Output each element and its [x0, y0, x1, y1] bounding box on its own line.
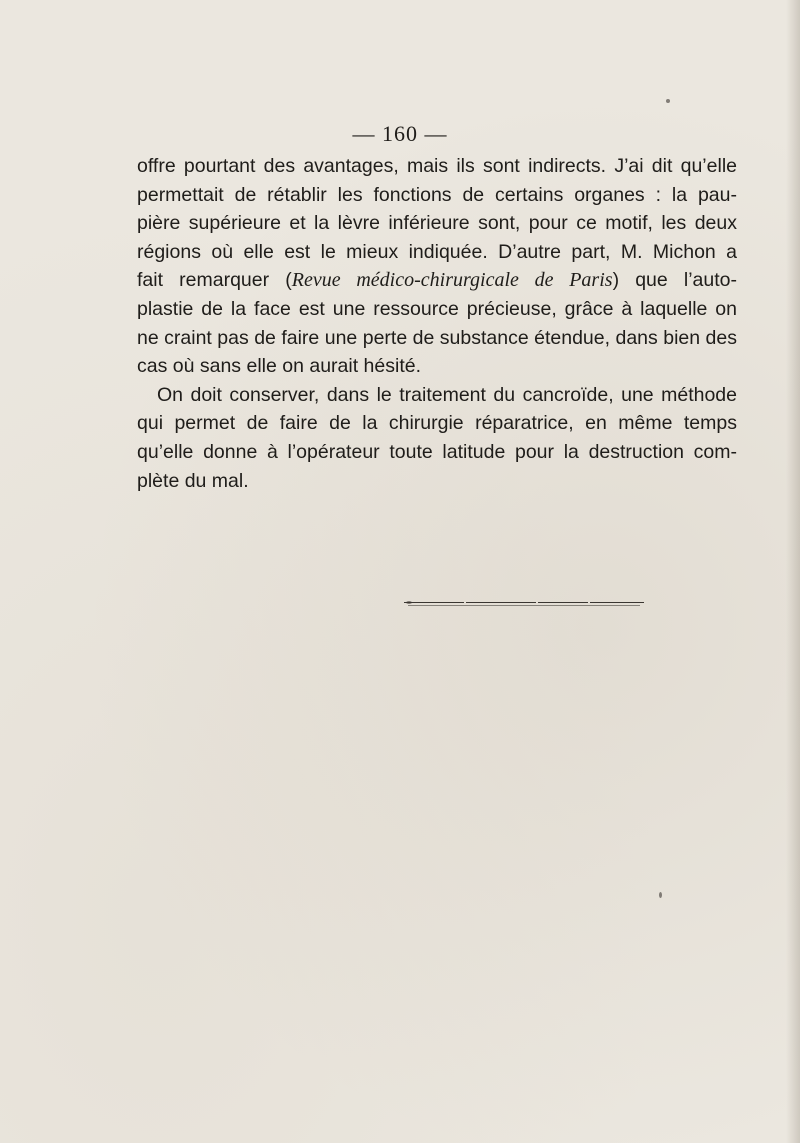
text-line-3: pière supérieure et la lèvre inférieure sont, pour ce motif, les deux — [137, 212, 737, 235]
text-line-5-after: ) que l’auto- — [612, 269, 737, 292]
text-line-4: régions où elle est le mieux indiquée. D’autre part, M. Michon a — [137, 240, 737, 263]
text-line-12: plète du mal. — [137, 469, 249, 492]
text-line-6: plastie de la face est une ressource précieuse, grâce à laquelle on — [137, 297, 737, 320]
text-line-5 — [137, 266, 737, 295]
text-line-1: offre pourtant des avantages, mais ils sont indirects. J’ai dit qu’elle — [137, 155, 737, 177]
text-line-8: cas où sans elle on aurait hésité. — [137, 355, 422, 378]
text-line-9: On doit conserver, dans le traitement du cancroïde, une méthode — [157, 383, 737, 406]
end-rule — [404, 602, 644, 606]
text-line-10: qui permet de faire de la chirurgie réparatrice, en même temps — [137, 412, 737, 435]
ink-speck — [666, 99, 670, 103]
text-line-5-before: fait remarquer ( — [137, 269, 292, 292]
ink-speck — [406, 601, 412, 604]
page-edge-shadow — [786, 0, 800, 1143]
journal-title: Revue médico-chirurgicale de Paris — [291, 269, 613, 292]
text-line-2: permettait de rétablir les fonctions de certains organes : la pau- — [137, 183, 737, 206]
ink-speck — [659, 892, 662, 898]
page-number: — 160 — — [352, 121, 448, 146]
body-text — [137, 152, 737, 495]
text-line-11: qu’elle donne à l’opérateur toute latitude pour la destruction com- — [137, 440, 737, 463]
text-line-7: ne craint pas de faire une perte de substance étendue, dans bien des — [137, 326, 737, 349]
